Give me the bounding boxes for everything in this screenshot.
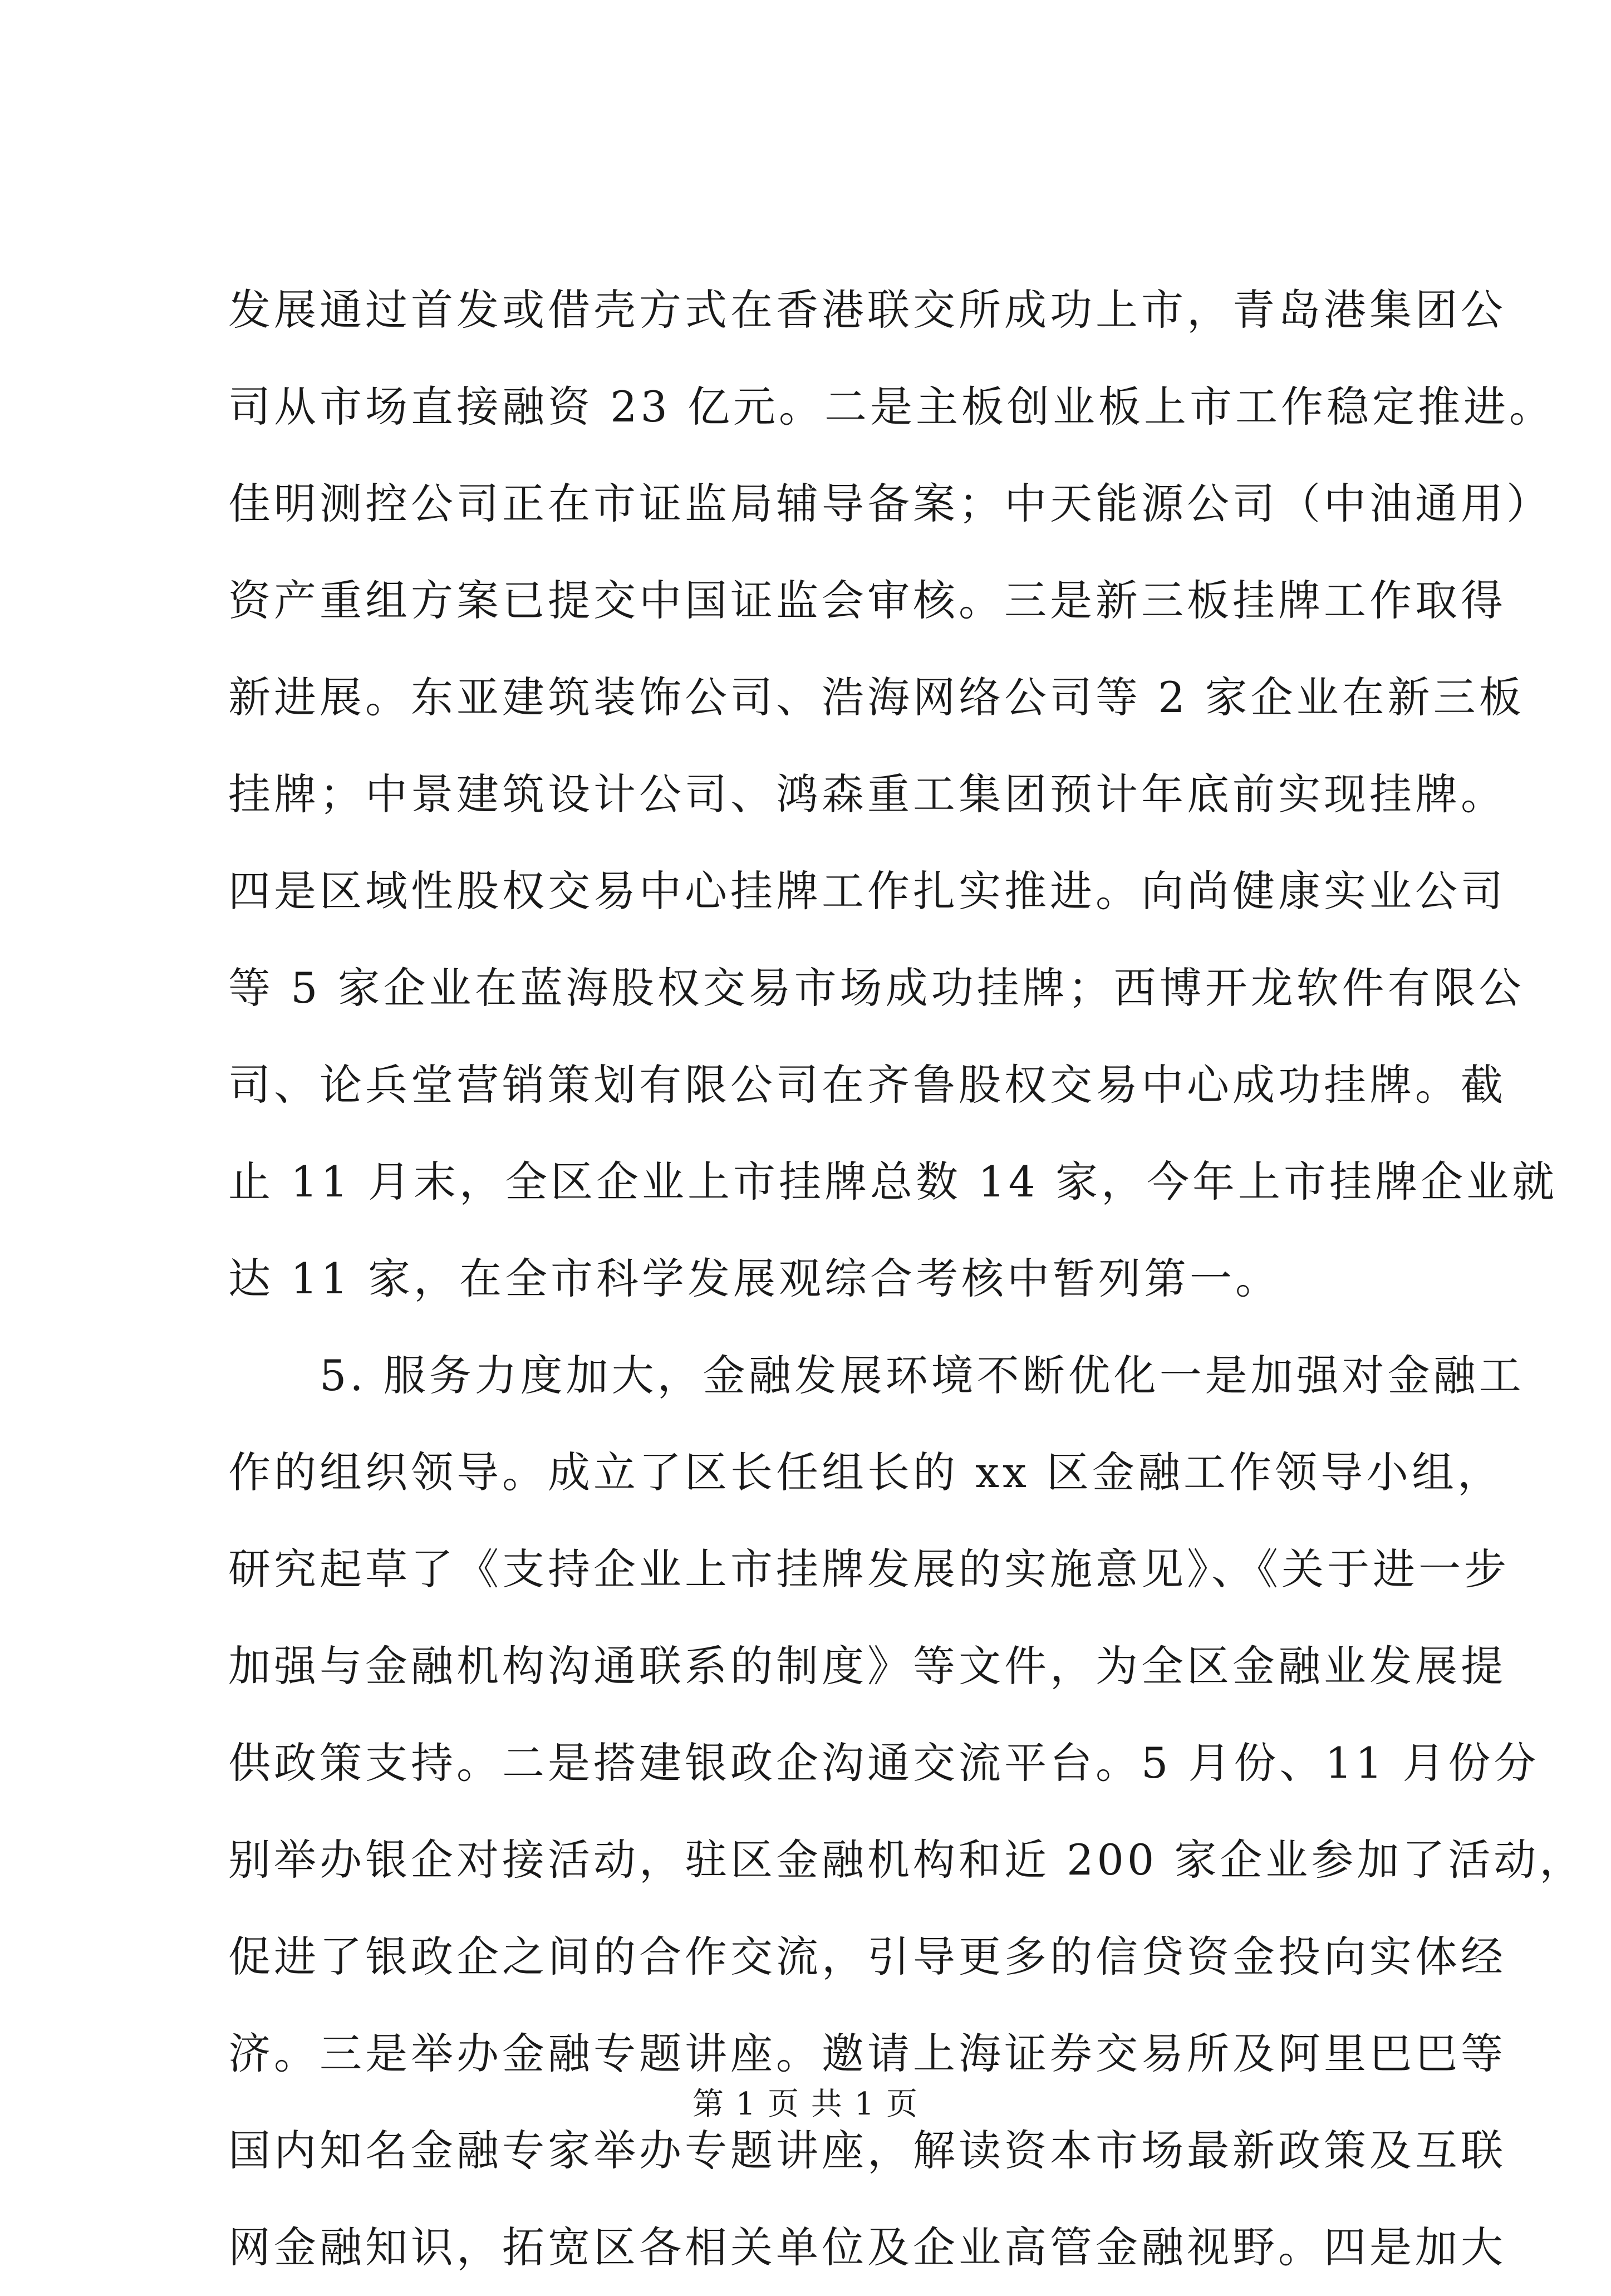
text-line: 佳明测控公司正在市证监局辅导备案；中天能源公司（中油通用） [228,479,1552,528]
text-line: 供政策支持。二是搭建银政企沟通交流平台。5 月份、11 月份分 [228,1738,1540,1788]
text-line: 司从市场直接融资 23 亿元。二是主板创业板上市工作稳定推进。 [228,382,1555,431]
text-line: 5. 服务力度加大，金融发展环境不断优化一是加强对金融工 [228,1351,1525,1400]
text-line: 济。三是举办金融专题讲座。邀请上海证券交易所及阿里巴巴等 [228,2029,1506,2078]
text-line: 达 11 家，在全市科学发展观综合考核中暂列第一。 [228,1254,1281,1303]
text-line: 加强与金融机构沟通联系的制度》等文件，为全区金融业发展提 [228,1641,1506,1691]
text-line: 资产重组方案已提交中国证监会审核。三是新三板挂牌工作取得 [228,576,1506,625]
text-line: 发展通过首发或借壳方式在香港联交所成功上市，青岛港集团公 [228,285,1506,335]
text-line: 促进了银政企之间的合作交流，引导更多的信贷资金投向实体经 [228,1932,1506,1981]
body-text [228,262,1585,2296]
text-line: 作的组织领导。成立了区长任组长的 xx 区金融工作领导小组， [228,1448,1504,1497]
text-line: 四是区域性股权交易中心挂牌工作扎实推进。向尚健康实业公司 [228,866,1506,916]
text-line: 网金融知识，拓宽区各相关单位及企业高管金融视野。四是加大 [228,2223,1506,2272]
text-line: 别举办银企对接活动，驻区金融机构和近 200 家企业参加了活动， [228,1835,1585,1885]
text-line: 等 5 家企业在蓝海股权交易市场成功挂牌；西博开龙软件有限公 [228,963,1525,1013]
text-line: 国内知名金融专家举办专题讲座，解读资本市场最新政策及互联 [228,2126,1506,2175]
text-line: 新进展。东亚建筑装饰公司、浩海网络公司等 2 家企业在新三板 [228,673,1525,722]
text-line: 司、论兵堂营销策划有限公司在齐鲁股权交易中心成功挂牌。截 [228,1060,1506,1110]
text-line: 研究起草了《支持企业上市挂牌发展的实施意见》、《关于进一步 [228,1544,1510,1594]
text-line: 挂牌；中景建筑设计公司、鸿森重工集团预计年底前实现挂牌。 [228,769,1506,819]
page-number-footer: 第 1 页 共 1 页 [692,2086,919,2122]
text-line: 止 11 月末，全区企业上市挂牌总数 14 家，今年上市挂牌企业就 [228,1157,1558,1206]
